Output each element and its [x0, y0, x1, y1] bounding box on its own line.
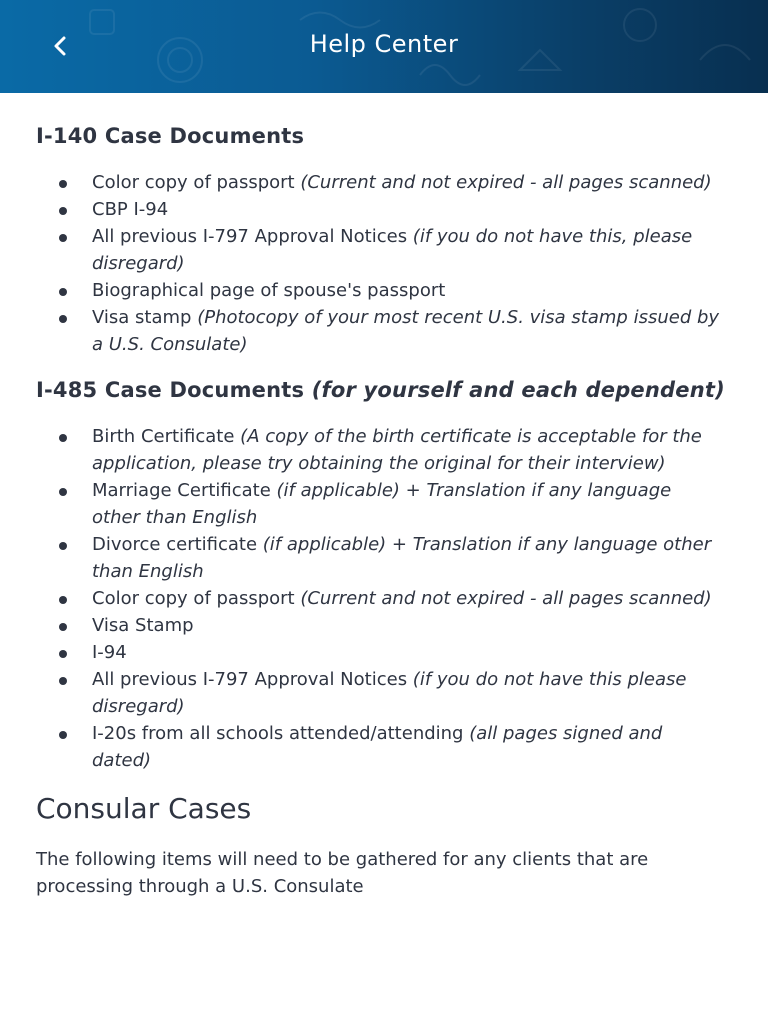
page-title: Help Center: [309, 30, 459, 58]
list-item-note: (if applicable) + Translation if any language other than English: [92, 480, 672, 528]
bullet-icon: [59, 596, 67, 604]
bullet-icon: [59, 434, 67, 442]
bullet-icon: [59, 315, 67, 323]
bullet-icon: [59, 488, 67, 496]
list-item: [92, 639, 732, 666]
help-content: [0, 123, 768, 900]
list-item-text: I-20s from all schools attended/attending: [92, 723, 470, 744]
bullet-icon: [59, 288, 67, 296]
i485-document-list: [36, 423, 732, 774]
bullet-icon: [59, 180, 67, 188]
list-item-note: (Photocopy of your most recent U.S. visa stamp issued by a U.S. Consulate): [92, 307, 720, 355]
list-item: [92, 720, 732, 774]
list-item-text: Divorce certificate: [92, 534, 263, 555]
list-item: [92, 196, 732, 223]
consular-section-title: Consular Cases: [36, 792, 252, 825]
list-item: [92, 169, 732, 196]
list-item-text: Visa stamp: [92, 307, 198, 328]
list-item-text: All previous I-797 Approval Notices: [92, 669, 413, 690]
list-item: [92, 612, 732, 639]
list-item-text: Visa Stamp: [92, 615, 194, 636]
list-item: [92, 277, 732, 304]
list-item-note: (if you do not have this please disregard): [92, 669, 687, 717]
header-bar: [0, 0, 768, 93]
bullet-icon: [59, 731, 67, 739]
list-item: [92, 223, 732, 277]
bullet-icon: [59, 623, 67, 631]
i485-title-text: I-485 Case Documents: [36, 378, 312, 402]
list-item-text: I-94: [92, 642, 127, 663]
list-item-text: All previous I-797 Approval Notices: [92, 226, 413, 247]
bullet-icon: [59, 542, 67, 550]
list-item-note: (if you do not have this, please disregard): [92, 226, 693, 274]
list-item: [92, 304, 732, 358]
bullet-icon: [59, 234, 67, 242]
list-item-note: (Current and not expired - all pages scanned): [300, 172, 712, 193]
consular-description: The following items will need to be gathered for any clients that are processing through a U.S. Consulate: [36, 849, 649, 897]
i485-title-note: (for yourself and each dependent): [311, 378, 725, 402]
list-item-text: CBP I-94: [92, 199, 169, 220]
bullet-icon: [59, 650, 67, 658]
list-item-note: (all pages signed and dated): [92, 723, 663, 771]
list-item: [92, 585, 732, 612]
bullet-icon: [59, 677, 67, 685]
list-item: [92, 531, 732, 585]
bullet-icon: [59, 207, 67, 215]
list-item: [92, 477, 732, 531]
list-item-text: Color copy of passport: [92, 172, 301, 193]
list-item: [92, 423, 732, 477]
list-item-text: Marriage Certificate: [92, 480, 277, 501]
i140-document-list: [36, 169, 732, 358]
list-item-note: (A copy of the birth certificate is acceptable for the application, please try obtaining the original for their interview): [92, 426, 702, 474]
list-item-text: Biographical page of spouse's passport: [92, 280, 446, 301]
list-item-text: Color copy of passport: [92, 588, 301, 609]
list-item-note: (if applicable) + Translation if any language other than English: [92, 534, 712, 582]
i485-section-title: [36, 377, 732, 404]
list-item-note: (Current and not expired - all pages scanned): [300, 588, 712, 609]
list-item: [92, 666, 732, 720]
list-item-text: Birth Certificate: [92, 426, 241, 447]
i140-section-title: I-140 Case Documents: [36, 124, 305, 148]
